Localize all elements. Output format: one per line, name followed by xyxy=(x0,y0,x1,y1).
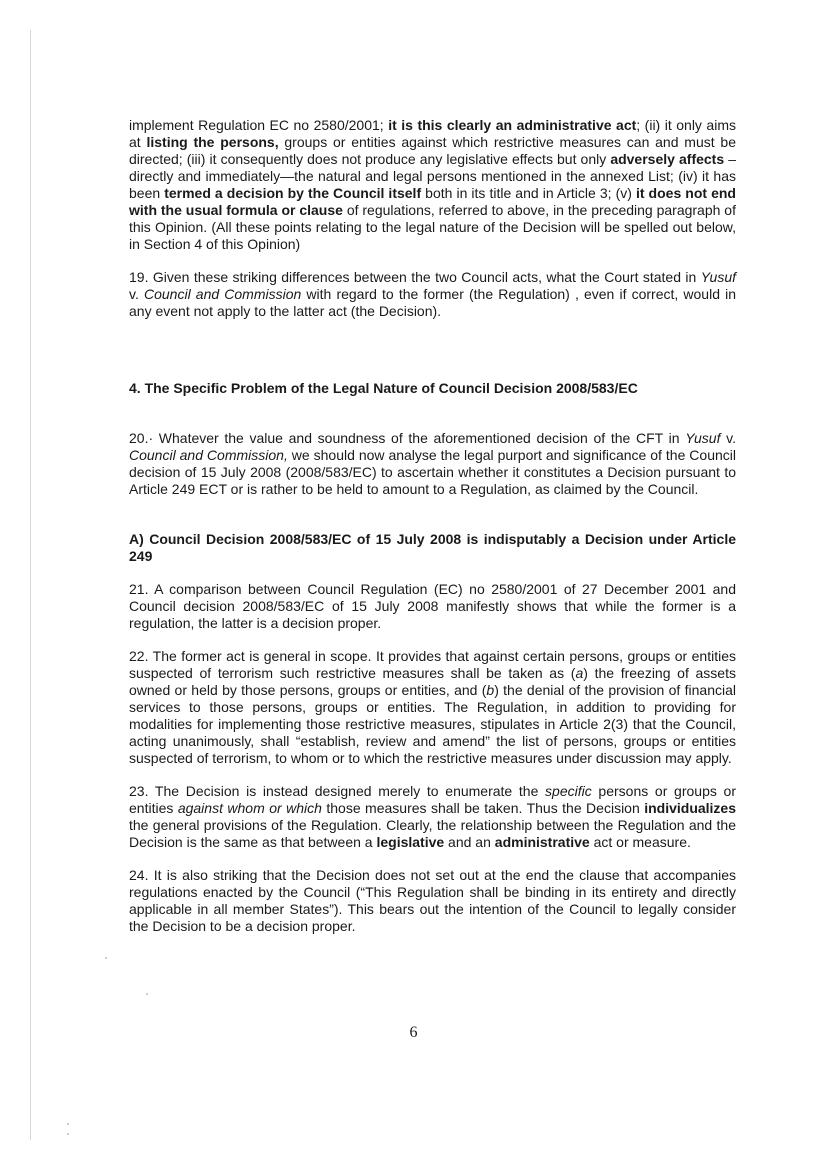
paragraph-20 xyxy=(129,430,736,498)
italic-text: b xyxy=(486,682,495,698)
scan-speck xyxy=(105,957,107,959)
paragraph-24 xyxy=(129,867,736,935)
text-run: ; (ii) it only aims at xyxy=(129,117,736,150)
text-run: v. xyxy=(129,286,144,302)
text-run: ) the denial of the provision of financial services to those persons, groups or entities. The Regulation, in addition to providing for modalities for implementing those restrictive measures, stipulates in Article 2(3) that the Council, acting unanimously, shall “establish, review and amend” the list of persons, groups or entities suspected of terrorism, to whom or to which the restrictive measures under discussion may apply. xyxy=(129,682,736,766)
bold-text: legislative xyxy=(376,834,445,850)
text-run: and an xyxy=(444,834,495,850)
text-run: with regard to the former (the Regulation) , even if correct, would in any event not apply to the latter act (the Decision). xyxy=(129,286,736,319)
subsection-heading: A) Council Decision 2008/583/EC of 15 July 2008 is indisputably a Decision under Article 249 xyxy=(129,531,736,564)
bold-text: it is this clearly an xyxy=(388,117,517,133)
bold-text: administrative xyxy=(494,834,590,850)
scan-speck xyxy=(67,1133,69,1135)
text-run: 20.· Whatever the value and soundness of the aforementioned decision of the CFT in xyxy=(129,430,686,446)
text-run: v. xyxy=(720,430,736,446)
text-run: 23. The Decision is instead designed merely to enumerate the xyxy=(129,783,546,799)
text-run: implement Regulation EC no 2580/2001; xyxy=(129,117,389,133)
text-run: ) the freezing of assets owned or held by those persons, groups or entities, and ( xyxy=(129,665,736,698)
paragraph-23 xyxy=(129,783,736,851)
paragraph-22 xyxy=(129,648,736,767)
page-number: 6 xyxy=(409,1024,418,1041)
bold-text: administrative act xyxy=(516,117,637,133)
text-run: both in its title and in Article 3; (v) xyxy=(421,185,636,201)
bold-text: individualizes xyxy=(644,800,737,816)
text-run: 21. A comparison between Council Regulation (EC) no 2580/2001 of 27 December 2001 and Council decision 2008/583/EC of 15 July 2008 manifestly shows that while the former is a regulation, the latter is a decision proper. xyxy=(129,581,736,631)
text-run: act or measure. xyxy=(589,834,691,850)
scan-speck xyxy=(146,993,148,995)
scan-edge-line xyxy=(30,30,31,1140)
paragraph-21 xyxy=(129,581,736,632)
italic-text: Council and Commission xyxy=(143,286,302,302)
bold-text: termed a decision by the Council itself xyxy=(164,185,422,201)
text-run: persons or groups or entities xyxy=(129,783,736,816)
paragraph-18 xyxy=(129,117,736,253)
italic-text: specific xyxy=(545,783,592,799)
scan-speck xyxy=(67,1123,69,1125)
section-heading: 4. The Specific Problem of the Legal Nature of Council Decision 2008/583/EC xyxy=(129,380,638,396)
text-run: 24. It is also striking that the Decision does not set out at the end the clause that accompanies regulations enacted by the Council (“This Regulation shall be binding in its entirety and directly applicable in all member States”). This bears out the intention of the Council to legally consider the Decision to be a decision proper. xyxy=(129,867,736,934)
text-run: we should now analyse the legal purport and significance of the Council decision of 15 July 2008 (2008/583/EC) to ascertain whether it constitutes a Decision pursuant to Article 249 ECT or is rather to be held to amount to a Regulation, as claimed by the Council. xyxy=(129,447,736,497)
text-run: groups or entities against which restrictive measures can and must be directed; (iii) it consequently does not produce any legislative effects but only xyxy=(129,134,736,167)
bold-text: it does not end with the usual formula or clause xyxy=(129,185,736,218)
text-run: 22. The former act is general in scope. It provides that against certain persons, groups or entities suspected of terrorism such restrictive measures shall be taken as ( xyxy=(129,648,736,681)
italic-text: Yusuf xyxy=(700,269,736,285)
document-body xyxy=(129,117,736,951)
paragraph-19 xyxy=(129,269,736,320)
text-run: those measures shall be taken. Thus the Decision xyxy=(321,800,645,816)
italic-text: Council and Commission, xyxy=(129,447,288,463)
bold-text: adversely affects xyxy=(610,151,725,167)
text-run: the general provisions of the Regulation. Clearly, the relationship between the Regulation and the Decision is the same as that between a xyxy=(129,817,736,850)
text-run: – directly and immediately—the natural and legal persons mentioned in the annexed List; (iv) it has been xyxy=(129,151,736,201)
italic-text: Yusuf xyxy=(685,430,721,446)
text-run: 19. Given these striking differences between the two Council acts, what the Court stated in xyxy=(129,269,701,285)
text-run: of regulations, referred to above, in the preceding paragraph of this Opinion. (All these points relating to the legal nature of the Decision will be spelled out below, in Section 4 of this Opinion) xyxy=(129,202,736,252)
italic-text: a xyxy=(575,665,584,681)
bold-text: listing the persons, xyxy=(146,134,279,150)
italic-text: against whom or which xyxy=(177,800,322,816)
